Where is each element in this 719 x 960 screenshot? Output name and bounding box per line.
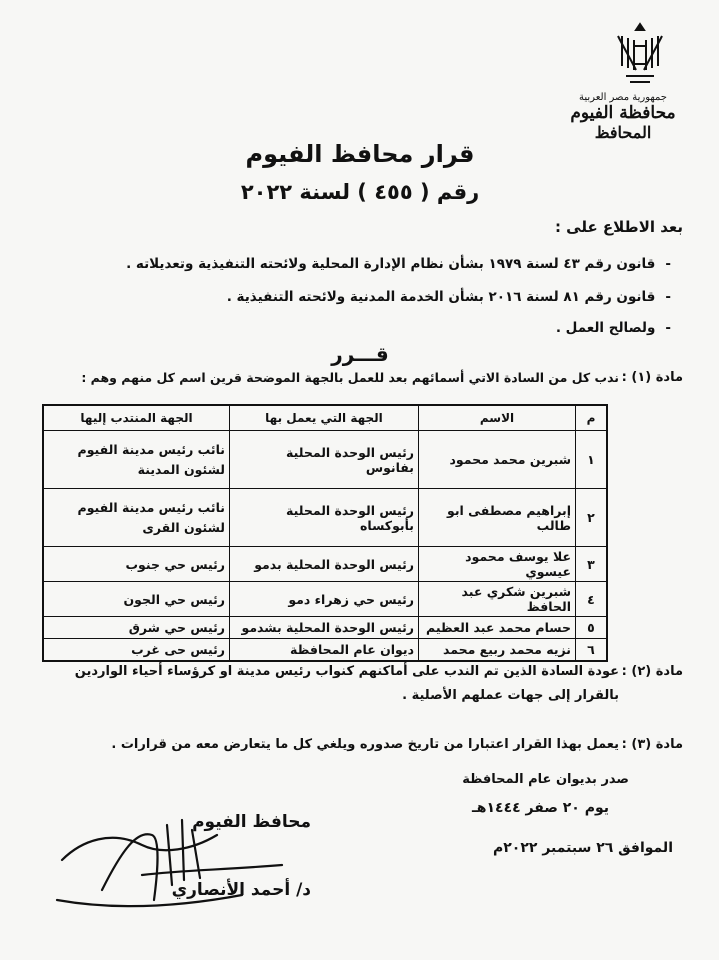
row-assigned: رئيس حي شرق	[43, 617, 230, 639]
letterhead	[563, 92, 683, 142]
row-num: ٦	[576, 639, 608, 661]
row-assigned: نائب رئيس مدينة الفيوم لشئون المدينة	[43, 431, 230, 489]
letterhead-country: جمهورية مصر العربية	[579, 92, 667, 103]
row-current: رئيس حي زهراء دمو	[230, 582, 419, 617]
assignments-table	[42, 404, 608, 662]
article-3-label: مادة (٣) :	[621, 737, 683, 752]
table-row	[43, 639, 607, 661]
article-2-line1: عودة السادة الذين تم الندب على أماكنهم كنواب رئيس مدينة او كرؤساء أحياء الواردين	[74, 664, 619, 679]
letterhead-office: المحافظ	[594, 123, 652, 142]
row-current: رئيس الوحدة المحلية بدمو	[230, 547, 419, 582]
signatory-role: محافظ الفيوم	[192, 812, 311, 832]
row-num: ٥	[576, 617, 608, 639]
document-title: قرار محافظ الفيوم	[245, 140, 475, 168]
reference-item: - قانون رقم ٤٣ لسنة ١٩٧٩ بشأن نظام الإدارة المحلية ولائحته التنفيذية وتعديلاته .	[126, 256, 671, 272]
row-name: شبرين محمد محمود	[419, 431, 576, 489]
issuance-place: صدر بديوان عام المحافظة	[462, 772, 629, 787]
table-row	[43, 547, 607, 582]
row-name: حسام محمد عبد العظيم	[419, 617, 576, 639]
row-assigned: نائب رئيس مدينة الفيوم لشئون القرى	[43, 489, 230, 547]
decree-number: رقم ( ٤٥٥ ) لسنة ٢٠٢٢	[240, 180, 480, 204]
decree-heading: قـــرر	[331, 342, 389, 366]
signature-scribble-icon	[42, 790, 302, 920]
article-1-text: ندب كل من السادة الاتي أسمائهم بعد للعمل بالجهة الموضحة قرين اسم كل منهم وهم :	[81, 370, 619, 385]
article-1-label: مادة (١) :	[621, 370, 683, 385]
row-name: نزيه محمد ربيع محمد	[419, 639, 576, 661]
column-header-name: الاسم	[419, 405, 576, 431]
table-header-row	[43, 405, 607, 431]
row-current: رئيس الوحدة المحلية بشدمو	[230, 617, 419, 639]
row-name: علا يوسف محمود عيسوي	[419, 547, 576, 582]
row-num: ١	[576, 431, 608, 489]
signatory-name: د/ أحمد الأنصاري	[171, 880, 311, 900]
article-3-text: يعمل بهذا القرار اعتبارا من تاريخ صدوره ويلغي كل ما يتعارض معه من قرارات .	[111, 737, 619, 752]
table-row	[43, 489, 607, 547]
row-num: ٤	[576, 582, 608, 617]
row-name: شبرين شكري عبد الحافظ	[419, 582, 576, 617]
row-num: ٢	[576, 489, 608, 547]
issuance-hijri-date: يوم ٢٠ صفر ١٤٤٤هـ	[471, 800, 609, 816]
letterhead-governorate: محافظة الفيوم	[570, 103, 676, 123]
row-assigned: رئيس حى غرب	[43, 639, 230, 661]
article-2-label: مادة (٢) :	[621, 664, 683, 679]
row-assigned: رئيس حي الجون	[43, 582, 230, 617]
issuance-gregorian-date: الموافق ٢٦ سبتمبر ٢٠٢٢م	[493, 840, 673, 856]
reference-item: - ولصالح العمل .	[556, 320, 671, 336]
row-current: رئيس الوحدة المحلية بأبوكساه	[230, 489, 419, 547]
column-header-assigned: الجهة المنتدب إليها	[43, 405, 230, 431]
column-header-current: الجهة التي يعمل بها	[230, 405, 419, 431]
row-name: إبراهيم مصطفى ابو طالب	[419, 489, 576, 547]
table-row	[43, 582, 607, 617]
article-2-line2: بالقرار إلى جهات عملهم الأصلية .	[402, 688, 619, 703]
row-num: ٣	[576, 547, 608, 582]
preamble: بعد الاطلاع على :	[554, 218, 683, 236]
row-current: رئيس الوحدة المحلية بفانوس	[230, 431, 419, 489]
reference-item: - قانون رقم ٨١ لسنة ٢٠١٦ بشأن الخدمة المدنية ولائحته التنفيذية .	[227, 289, 671, 305]
row-assigned: رئيس حي جنوب	[43, 547, 230, 582]
row-current: ديوان عام المحافظة	[230, 639, 419, 661]
table-row	[43, 617, 607, 639]
eagle-emblem-icon	[608, 18, 672, 88]
table-row	[43, 431, 607, 489]
column-header-num: م	[576, 405, 608, 431]
